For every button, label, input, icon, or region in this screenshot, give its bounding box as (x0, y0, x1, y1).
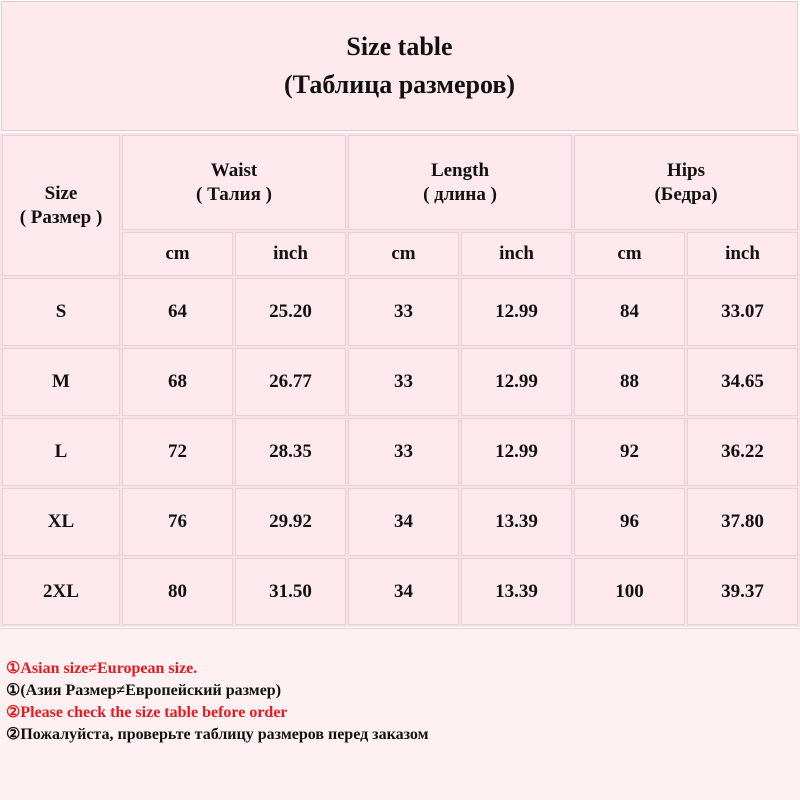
table-cell: 12.99 (461, 418, 572, 486)
table-cell: 64 (122, 278, 233, 346)
length-group-header (348, 135, 572, 230)
size-label: XL (2, 488, 120, 556)
table-cell: 72 (122, 418, 233, 486)
note-asian-size-english: ①Asian size≠European size. (6, 660, 198, 677)
title-banner (1, 1, 798, 131)
size-label: 2XL (2, 558, 120, 625)
waist-group-header (122, 135, 346, 230)
size-notes (0, 628, 800, 800)
table-cell: 33 (348, 418, 459, 486)
table-cell: 33.07 (687, 278, 798, 346)
table-cell: 12.99 (461, 348, 572, 416)
length-header-russian: ( длина ) (423, 183, 497, 205)
table-cell: 31.50 (235, 558, 346, 625)
unit-header: cm (348, 232, 459, 276)
size-label: M (2, 348, 120, 416)
size-header-russian: ( Размер ) (19, 206, 103, 228)
table-cell: 37.80 (687, 488, 798, 556)
table-cell: 100 (574, 558, 685, 625)
table-cell: 26.77 (235, 348, 346, 416)
table-cell: 29.92 (235, 488, 346, 556)
unit-header: inch (687, 232, 798, 276)
table-cell: 92 (574, 418, 685, 486)
table-cell: 39.37 (687, 558, 798, 625)
unit-header: cm (122, 232, 233, 276)
waist-header-russian: ( Талия ) (196, 183, 272, 205)
note-check-table-english: ②Please check the size table before order (6, 704, 288, 721)
table-cell: 84 (574, 278, 685, 346)
length-header-english: Length (430, 159, 490, 181)
hips-group-header (574, 135, 798, 230)
size-column-header (2, 135, 120, 276)
hips-header-russian: (Бедра) (654, 183, 718, 205)
table-cell: 12.99 (461, 278, 572, 346)
table-cell: 34 (348, 488, 459, 556)
table-cell: 34 (348, 558, 459, 625)
table-cell: 68 (122, 348, 233, 416)
table-cell: 96 (574, 488, 685, 556)
table-cell: 33 (348, 348, 459, 416)
table-cell: 25.20 (235, 278, 346, 346)
table-cell: 36.22 (687, 418, 798, 486)
hips-header-english: Hips (666, 159, 706, 181)
size-label: L (2, 418, 120, 486)
title-english: Size table (346, 32, 453, 61)
table-cell: 28.35 (235, 418, 346, 486)
table-cell: 33 (348, 278, 459, 346)
note-asian-size-russian: ①(Азия Размер≠Европейский размер) (6, 682, 282, 699)
size-header-english: Size (44, 182, 78, 204)
unit-header: inch (235, 232, 346, 276)
unit-header: cm (574, 232, 685, 276)
size-label: S (2, 278, 120, 346)
table-cell: 13.39 (461, 488, 572, 556)
note-check-table-russian: ②Пожалуйста, проверьте таблицу размеров перед заказом (6, 726, 429, 743)
table-cell: 76 (122, 488, 233, 556)
table-cell: 13.39 (461, 558, 572, 625)
title-russian: (Таблица размеров) (283, 70, 516, 99)
size-table (0, 133, 800, 627)
unit-header: inch (461, 232, 572, 276)
table-cell: 88 (574, 348, 685, 416)
table-cell: 34.65 (687, 348, 798, 416)
waist-header-english: Waist (210, 159, 258, 181)
table-cell: 80 (122, 558, 233, 625)
